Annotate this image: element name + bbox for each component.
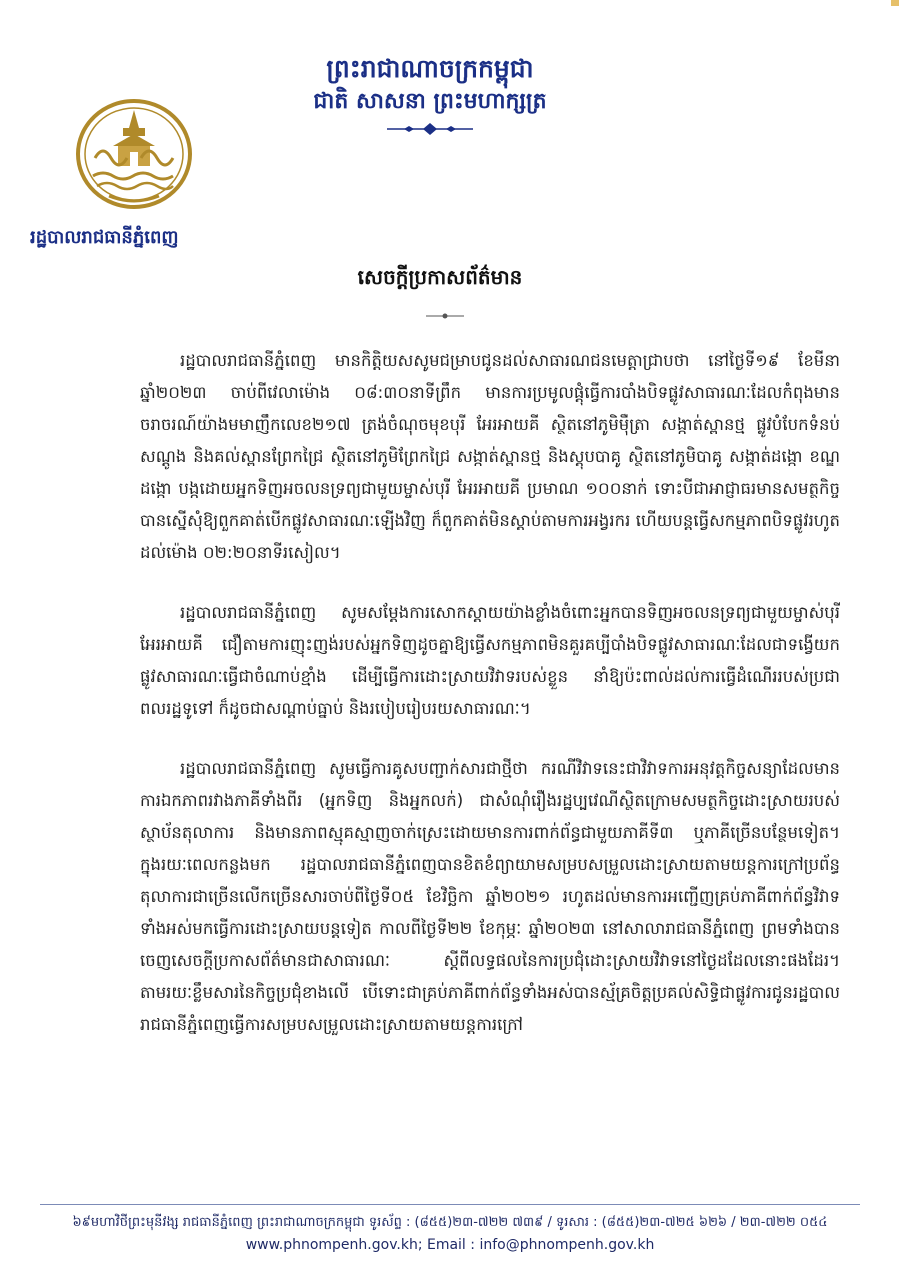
corner-mark	[891, 0, 899, 6]
title-ornament-icon	[425, 312, 465, 320]
kingdom-header	[270, 52, 590, 136]
footer-divider	[40, 1204, 860, 1205]
document-title: សេចក្តីប្រកាសព័ត៌មាន	[357, 265, 523, 289]
footer	[30, 1212, 870, 1256]
document-body	[140, 345, 840, 1069]
agency-name: រដ្ឋបាលរាជធានីភ្នំពេញ	[30, 227, 179, 248]
paragraph-2: រដ្ឋបាលរាជធានីភ្នំពេញ សូមសម្តែងការសោកស្តាយយ៉ាងខ្លាំងចំពោះអ្នកបានទិញអចលនទ្រព្យជាមួយម្ចាស់បុរី អែរអាយគី ជឿតាមការញុះញង់របស់អ្នកទិញដូចគ្នាឱ្យធ្វើសកម្មភាពមិនគួរគប្បីបាំងបិទផ្លូវសាធារណៈដែលជាទង្វើយកផ្លូវសាធារណៈធ្វើជាចំណាប់ខ្មាំង ដើម្បីធ្វើការដោះស្រាយវិវាទរបស់ខ្លួន នាំឱ្យប៉ះពាល់ដល់ការធ្វើដំណើររបស់ប្រជាពលរដ្ឋទូទៅ ក៏ដូចជាសណ្តាប់ធ្នាប់ និងរបៀបរៀបរយសាធារណៈ។	[140, 603, 840, 718]
ornament-divider-icon	[385, 122, 475, 136]
phnom-penh-seal-logo	[75, 98, 193, 210]
footer-contact: www.phnompenh.gov.kh; Email : info@phnompenh.gov.kh	[245, 1237, 655, 1253]
paragraph-1: រដ្ឋបាលរាជធានីភ្នំពេញ មានកិត្តិយសសូមជម្រាបជូនដល់សាធារណជនមេត្តាជ្រាបថា នៅថ្ងៃទី១៩ ខែមីនា ឆ្នាំ២០២៣ ចាប់ពីវេលាម៉ោង ០៨:៣០នាទីព្រឹក មានការប្រមូលផ្តុំធ្វើការបាំងបិទផ្លូវសាធារណៈដែលកំពុងមានចរាចរណ៍យ៉ាងមមាញឹកលេខ២១៧ ត្រង់ចំណុចមុខបុរី អែរអាយគី ស្ថិតនៅភូមិម៉ឺត្រា សង្កាត់ស្ពានថ្ម ផ្លូវបំបែកទំនប់សណ្តូង និងគល់ស្ពានព្រែកជ្រៃ ស្ថិតនៅភូមិព្រែកជ្រៃ សង្កាត់ស្ពានថ្ម និងស្តុបបាគូ ស្ថិតនៅភូមិបាគូ សង្កាត់ដង្កោ ខណ្ឌដង្កោ បង្កដោយអ្នកទិញអចលនទ្រព្យជាមួយម្ចាស់បុរី អែរអាយគី ប្រមាណ ១០០នាក់ ទោះបីជាអាជ្ញាធរមានសមត្ថកិច្ចបានស្នើសុំឱ្យពួកគាត់បើកផ្លូវសាធារណៈឡើងវិញ ក៏ពួកគាត់មិនស្តាប់តាមការអង្វរករ ហើយបន្តធ្វើសកម្មភាពបិទផ្លូវរហូតដល់ម៉ោង ០២:២០នាទីរសៀល។	[140, 351, 840, 562]
national-motto: ជាតិ សាសនា ព្រះមហាក្សត្រ	[313, 89, 547, 114]
kingdom-name: ព្រះរាជាណាចក្រកម្ពុជា	[326, 54, 534, 83]
paragraph-3: រដ្ឋបាលរាជធានីភ្នំពេញ សូមធ្វើការគូសបញ្ជាក់សារជាថ្មីថា ករណីវិវាទនេះជាវិវាទការអនុវត្តកិច្ចសន្យាដែលមានការឯកភាពរវាងភាគីទាំងពីរ (អ្នកទិញ និងអ្នកលក់) ជាសំណុំរឿងរដ្ឋប្បវេណីស្ថិតក្រោមសមត្ថកិច្ចដោះស្រាយរបស់ស្ថាប័នតុលាការ និងមានភាពស្មុគស្មាញចាក់ស្រេះដោយមានការពាក់ព័ន្ធជាមួយភាគីទី៣ ឬភាគីច្រើនបន្ថែមទៀត។ ក្នុងរយៈពេលកន្លងមក រដ្ឋបាលរាជធានីភ្នំពេញបានខិតខំព្យាយាមសម្របសម្រួលដោះស្រាយតាមយន្តការក្រៅប្រព័ន្ធតុលាការជាច្រើនលើកច្រើនសារចាប់ពីថ្ងៃទី០៥ ខែវិច្ឆិកា ឆ្នាំ២០២១ រហូតដល់មានការអញ្ជើញគ្រប់ភាគីពាក់ព័ន្ធវិវាទទាំងអស់មកធ្វើការដោះស្រាយបន្តទៀត កាលពីថ្ងៃទី២២ ខែកុម្ភៈ ឆ្នាំ២០២៣ នៅសាលារាជធានីភ្នំពេញ ព្រមទាំងបានចេញសេចក្តីប្រកាសព័ត៌មានជាសាធារណៈ ស្តីពីលទ្ធផលនៃការប្រជុំដោះស្រាយវិវាទនៅថ្ងៃដដែលនោះផងដែរ។ តាមរយៈខ្លឹមសារនៃកិច្ចប្រជុំខាងលើ បើទោះជាគ្រប់ភាគីពាក់ព័ន្ធទាំងអស់បានស្ម័គ្រចិត្តប្រគល់សិទ្ធិជាផ្លូវការជូនរដ្ឋបាលរាជធានីភ្នំពេញធ្វើការសម្របសម្រួលដោះស្រាយតាមយន្តការក្រៅ	[140, 759, 840, 1034]
footer-address: ៦៩មហាវិថីព្រះមុនីវង្ស រាជធានីភ្នំពេញ ព្រះរាជាណាចក្រកម្ពុជា ទូរស័ព្ទ : (៨៥៥)២៣-៧២២ ៧៣៩ / ទូរសារ : (៨៥៥)២៣-៧២៥ ៦២៦ / ២៣-៧២២ ០៥៤	[72, 1215, 828, 1230]
